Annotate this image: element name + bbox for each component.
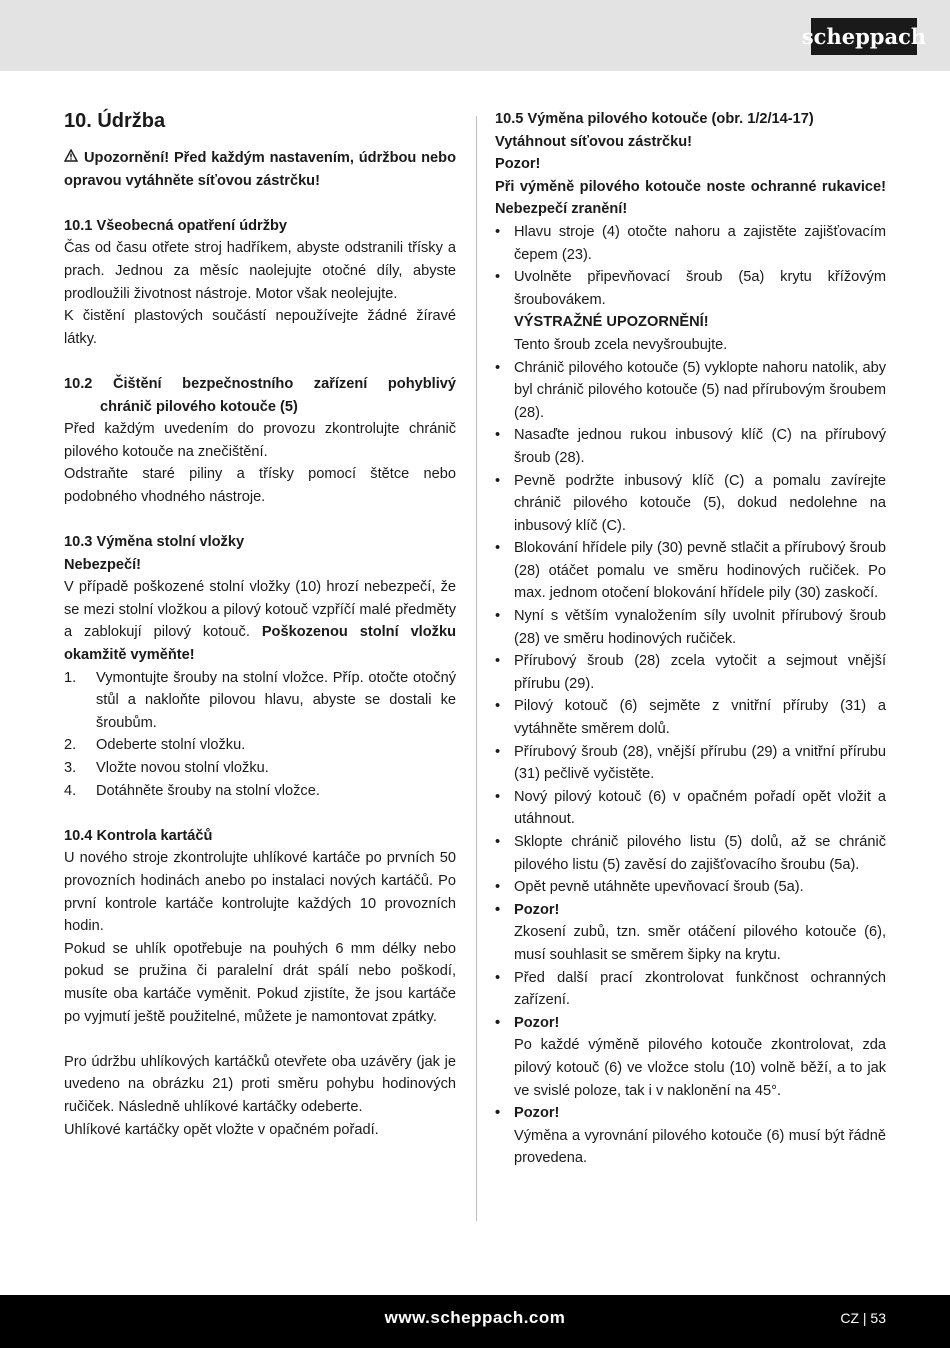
list-item: 3. Vložte novou stolní vložku. bbox=[64, 760, 269, 777]
footer-bar bbox=[0, 1295, 950, 1348]
list-item: • Hlavu stroje (4) otočte nahoru a zajistěte zajišťovacím čepem (23). bbox=[495, 223, 886, 263]
list-item: • Opět pevně utáhněte upevňovací šroub (5a). bbox=[495, 879, 804, 896]
list-item: • Uvolněte připevňovací šroub (5a) krytu křížovým šroubovákem. VÝSTRAŽNÉ UPOZORNĚNÍ! Tento šroub zcela nevyšroubujte. bbox=[495, 266, 886, 356]
paragraph: Před každým uvedením do provozu zkontrolujte chránič pilového kotouče na znečištění. bbox=[64, 421, 456, 460]
list-item: 4. Dotáhněte šrouby na stolní vložce. bbox=[64, 782, 320, 799]
paragraph: Pro údržbu uhlíkových kartáčků otevřete oba uzávěry (jak je uvedeno na obrázku 21) proti směru pohybu hodinových ručiček. Následně uhlíkové kartáčky odeberte. bbox=[64, 1053, 456, 1115]
subsection-title-10-5: 10.5 Výměna pilového kotouče (obr. 1/2/14-17) bbox=[495, 111, 814, 127]
paragraph: Čas od času otřete stroj hadříkem, abyste odstranili třísky a prach. Jednou za měsíc naolejujte otočné díly, abyste prodloužili životnost nástroje. Motor však neolejujte. bbox=[64, 240, 456, 302]
website-url: www.scheppach.com bbox=[384, 1308, 566, 1327]
caution-detail: Po každé výměně pilového kotouče zkontrolovat, zda pilový kotouč (6) ve vložce stolu (10) volně běží, a to jak ve svislé poloze, tak i v naklonění na 45°. bbox=[514, 1037, 886, 1099]
list-item: • Chránič pilového kotouče (5) vyklopte nahoru natolik, aby byl chránič pilového kotouče (5) nad přírubovým šroubem (28). bbox=[495, 359, 886, 421]
danger-label: Nebezpečí! bbox=[64, 556, 142, 573]
caution-detail: Zkosení zubů, tzn. směr otáčení pilového kotouče (6), musí souhlasit se směrem šipky na krytu. bbox=[514, 924, 886, 963]
list-item: • Sklopte chránič pilového listu (5) dolů, až se chránič pilového listu (5) zavěsí do zajišťovacího šroubu (5a). bbox=[495, 834, 886, 873]
steps-list bbox=[64, 667, 456, 803]
subsection-title-10-4: 10.4 Kontrola kartáčů bbox=[64, 827, 213, 844]
caution-detail: Výměna a vyrovnání pilového kotouče (6) musí být řádně provedena. bbox=[514, 1127, 886, 1167]
warning-text: Upozornění! Před každým nastavením, údržbou nebo opravou vytáhněte síťovou zástrčku! bbox=[64, 150, 456, 189]
paragraph: V případě poškozené stolní vložky (10) hrozí nebezpečí, že se mezi stolní vložkou a pilový kotouč vzpříčí malé předměty a zablokují pilový kotouč. Poškozenou stolní vložku okamžitě vyměňte! bbox=[64, 579, 456, 664]
brand-logo: scheppach bbox=[811, 18, 917, 55]
warning-triangle-icon bbox=[64, 147, 80, 170]
right-column bbox=[495, 108, 886, 1170]
subsection-title-10-1: 10.1 Všeobecná opatření údržby bbox=[64, 217, 288, 234]
section-title: 10. Údržba bbox=[64, 110, 166, 132]
list-item: • Pevně podržte inbusový klíč (C) a pomalu zavírejte chránič pilového kotouče (5), dokud nedolehne na inbusový klíč (C). bbox=[495, 472, 886, 534]
list-item: • Pozor! Po každé výměně pilového kotouče zkontrolovat, zda pilový kotouč (6) ve vložce stolu (10) volně běží, a to jak ve svislé poloze, tak i v naklonění na 45°. bbox=[495, 1012, 886, 1102]
left-column bbox=[64, 108, 456, 1141]
paragraph: Uhlíkové kartáčky opět vložte v opačném pořadí. bbox=[64, 1121, 379, 1138]
subsection-title-10-2: 10.2 Čištění bezpečnostního zařízení pohyblivý bbox=[64, 375, 456, 392]
page-number: CZ | 53 bbox=[840, 1310, 886, 1326]
paragraph: Pokud se uhlík opotřebuje na pouhých 6 mm délky nebo pokud se pružina či paralelní drát spálí nebo poškodí, musíte oba kartáče vyměnit. Pokud zjistíte, že jsou kartáče po vyjmutí ještě použitelné, můžete je namontovat zpátky. bbox=[64, 940, 456, 1025]
bold-instruction: Poškozenou stolní vložku okamžitě vyměňte! bbox=[64, 624, 456, 664]
list-item: • Přírubový šroub (28) zcela vytočit a sejmout vnější přírubu (29). bbox=[495, 653, 886, 692]
warning-label: VÝSTRAŽNÉ UPOZORNĚNÍ! bbox=[514, 314, 709, 331]
list-item: • Nasaďte jednou rukou inbusový klíč (C) na přírubový šroub (28). bbox=[495, 427, 886, 466]
column-divider bbox=[476, 116, 477, 1221]
paragraph: U nového stroje zkontrolujte uhlíkové kartáče po prvních 50 provozních hodinách anebo po instalaci nových kartáčů. Po první kontrole kartáče kontrolujte každých 10 provozních hodin. bbox=[64, 850, 456, 935]
list-item: • Blokování hřídele pily (30) pevně stlačit a přírubový šroub (28) otáčet pomalu ve směru hodinových ručiček. Po max. jednom otočení blokování hřídele pily (30) zaskočí. bbox=[495, 540, 886, 602]
gloves-warning: Při výměně pilového kotouče noste ochranné rukavice! Nebezpečí zranění! bbox=[495, 178, 886, 218]
list-item: • Před další prací zkontrolovat funkčnost ochranných zařízení. bbox=[495, 969, 886, 1009]
list-item: 2. Odeberte stolní vložku. bbox=[64, 737, 246, 754]
list-item: • Nyní s větším vynaložením síly uvolnit přírubový šroub (28) ve směru hodinových ručiček. bbox=[495, 608, 886, 647]
list-item: • Přírubový šroub (28), vnější přírubu (29) a vnitřní přírubu (31) pečlivě vyčistěte. bbox=[495, 743, 886, 783]
paragraph: K čistění plastových součástí nepoužívejte žádné žíravé látky. bbox=[64, 308, 456, 347]
procedure-list bbox=[495, 221, 886, 1170]
caution-label: Pozor! bbox=[495, 156, 541, 173]
list-item: • Pozor! Zkosení zubů, tzn. směr otáčení pilového kotouče (6), musí souhlasit se směrem šipky na krytu. bbox=[495, 899, 886, 967]
subsection-title-10-3: 10.3 Výměna stolní vložky bbox=[64, 534, 245, 551]
subsection-title-10-2-cont: chránič pilového kotouče (5) bbox=[100, 398, 298, 415]
list-item: • Pozor! Výměna a vyrovnání pilového kotouče (6) musí být řádně provedena. bbox=[495, 1102, 886, 1170]
unplug-note: Vytáhnout síťovou zástrčku! bbox=[495, 133, 693, 150]
list-item: • Nový pilový kotouč (6) v opačném pořadí opět vložit a utáhnout. bbox=[495, 788, 886, 828]
list-item: 1. Vymontujte šrouby na stolní vložce. Příp. otočte otočný stůl a nakloňte pilovou hlavu, abyste se dostali ke šroubům. bbox=[64, 669, 456, 731]
warning-note bbox=[64, 147, 456, 192]
warning-detail: Tento šroub zcela nevyšroubujte. bbox=[514, 336, 728, 353]
list-item: • Pilový kotouč (6) sejměte z vnitřní příruby (31) a vytáhněte směrem dolů. bbox=[495, 698, 886, 738]
paragraph: Odstraňte staré piliny a třísky pomocí štětce nebo podobného vhodného nástroje. bbox=[64, 466, 456, 505]
